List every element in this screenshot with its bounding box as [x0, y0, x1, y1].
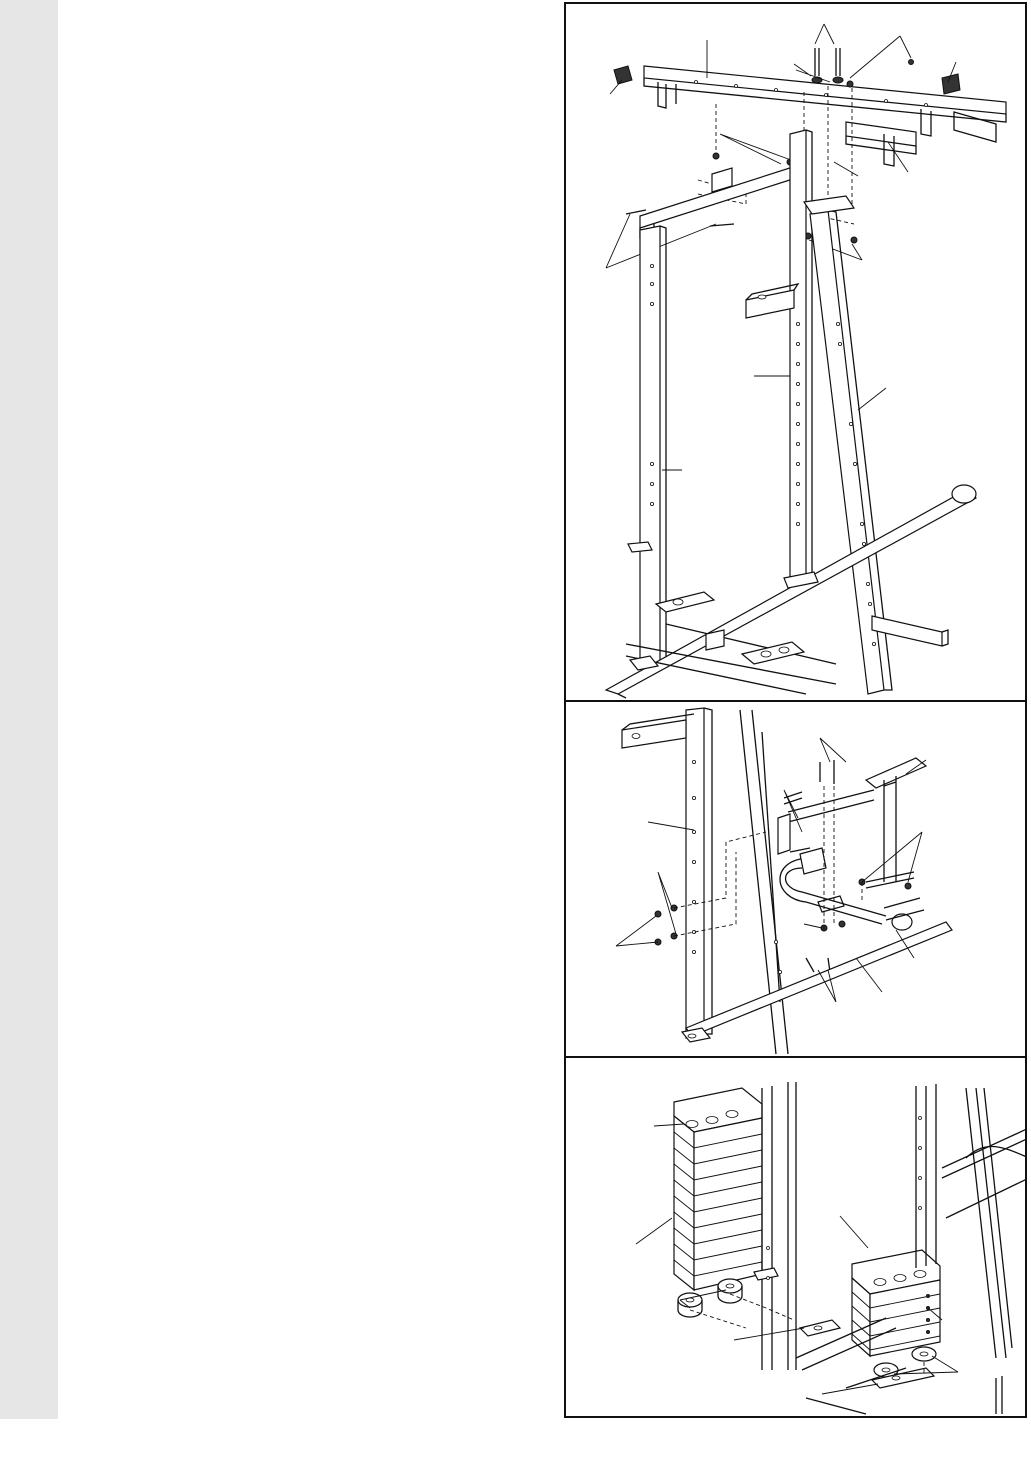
left-upright: [628, 226, 666, 668]
page-margin-strip: [0, 0, 58, 1419]
extension-tube: [846, 122, 916, 146]
end-cap-left: [614, 66, 632, 84]
left-weight-stack: [674, 1088, 762, 1290]
left-post: [686, 708, 704, 1038]
right-weight-stack: [852, 1250, 940, 1356]
end-cap-right: [942, 74, 960, 94]
upper-frame-drawing: [566, 4, 1027, 702]
press-arm-drawing: [566, 702, 1027, 1058]
press-arm-bracket: [778, 758, 926, 930]
weight-stack-diagram: [564, 1056, 1027, 1418]
angled-upright: [804, 196, 948, 694]
base-rail-2: [686, 922, 952, 1036]
press-arm-bracket-diagram: [564, 702, 1027, 1058]
center-upright: [746, 130, 812, 586]
weight-stack-drawing: [566, 1058, 1027, 1418]
upper-frame-assembly-diagram: [564, 2, 1027, 702]
